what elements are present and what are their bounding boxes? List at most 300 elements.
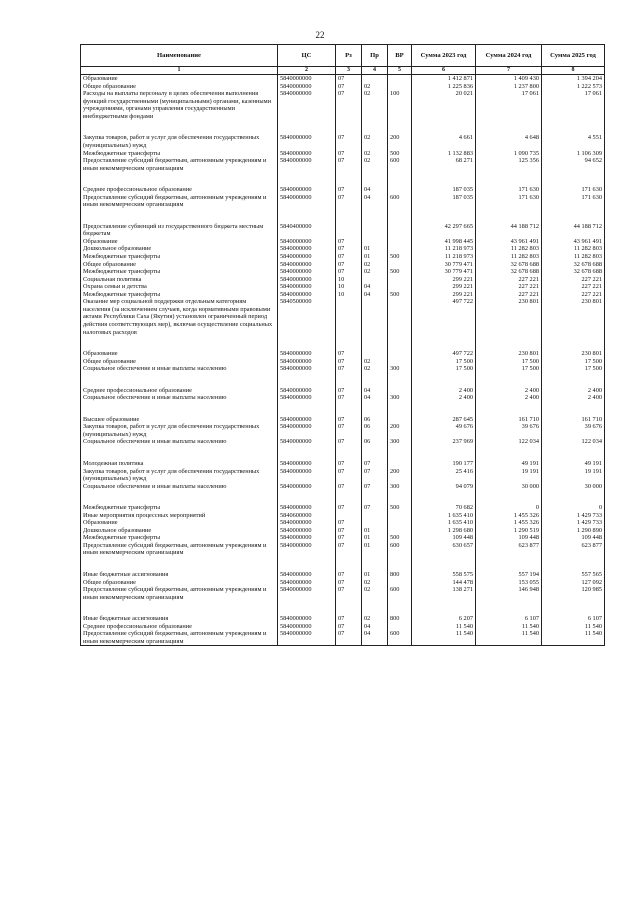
spacer-cell [476, 402, 542, 416]
cell-sum-2023: 11 218 973 [412, 253, 476, 261]
cell-name: Образование [81, 238, 278, 246]
cell-sum-2024: 230 801 [476, 298, 542, 336]
table-row [81, 579, 605, 587]
column-number: 7 [476, 67, 542, 75]
cell-rz: 07 [336, 483, 362, 491]
cell-sum-2024: 11 540 [476, 630, 542, 646]
budget-table [80, 44, 605, 646]
cell-name: Образование [81, 519, 278, 527]
cell-sum-2024: 4 648 [476, 134, 542, 149]
cell-rz [336, 223, 362, 238]
table-row [81, 238, 605, 246]
cell-cs: 5840000000 [278, 586, 336, 601]
spacer-cell [542, 172, 605, 186]
table-row [81, 512, 605, 520]
cell-sum-2023: 287 645 [412, 416, 476, 424]
cell-sum-2024: 49 191 [476, 460, 542, 468]
cell-rz: 07 [336, 468, 362, 483]
cell-sum-2023: 20 021 [412, 90, 476, 120]
table-row [81, 483, 605, 491]
cell-cs: 5840000000 [278, 483, 336, 491]
spacer-cell [476, 490, 542, 504]
cell-name: Иные мероприятия процессных мероприятий [81, 512, 278, 520]
cell-sum-2023: 41 998 445 [412, 238, 476, 246]
spacer-cell [388, 490, 412, 504]
spacer-cell [336, 557, 362, 571]
cell-sum-2025: 43 961 491 [542, 238, 605, 246]
cell-name: Общее образование [81, 83, 278, 91]
cell-rz: 07 [336, 268, 362, 276]
table-row [81, 194, 605, 209]
cell-sum-2024: 11 540 [476, 623, 542, 631]
table-row [81, 615, 605, 623]
cell-cs: 5840000000 [278, 423, 336, 438]
cell-cs: 5840000000 [278, 90, 336, 120]
cell-sum-2025: 109 448 [542, 534, 605, 542]
cell-sum-2024: 557 194 [476, 571, 542, 579]
table-header-row [81, 45, 605, 67]
cell-sum-2025: 227 221 [542, 276, 605, 284]
cell-sum-2023: 497 722 [412, 298, 476, 336]
cell-vr [388, 298, 412, 336]
cell-sum-2023: 299 221 [412, 276, 476, 284]
cell-sum-2024: 6 107 [476, 615, 542, 623]
cell-sum-2023: 11 218 973 [412, 245, 476, 253]
cell-cs: 5840000000 [278, 615, 336, 623]
cell-pr: 01 [362, 245, 388, 253]
cell-vr [388, 83, 412, 91]
cell-sum-2023: 2 400 [412, 387, 476, 395]
spacer-cell [81, 172, 278, 186]
cell-pr: 02 [362, 157, 388, 172]
spacer-cell [81, 557, 278, 571]
spacer-cell [336, 209, 362, 223]
cell-cs: 5840000000 [278, 504, 336, 512]
cell-sum-2023: 1 298 680 [412, 527, 476, 535]
cell-sum-2025: 1 222 573 [542, 83, 605, 91]
cell-sum-2023: 299 221 [412, 291, 476, 299]
table-row [81, 394, 605, 402]
cell-cs: 5840000000 [278, 394, 336, 402]
spacer-cell [336, 402, 362, 416]
spacer-cell [388, 601, 412, 615]
cell-sum-2025: 1 394 204 [542, 75, 605, 83]
cell-sum-2025: 230 801 [542, 350, 605, 358]
cell-pr [362, 298, 388, 336]
cell-sum-2025: 227 221 [542, 291, 605, 299]
cell-pr: 04 [362, 194, 388, 209]
cell-sum-2023: 138 271 [412, 586, 476, 601]
cell-vr: 200 [388, 468, 412, 483]
column-number: 1 [81, 67, 278, 75]
cell-vr [388, 276, 412, 284]
cell-sum-2024: 43 961 491 [476, 238, 542, 246]
cell-pr: 04 [362, 623, 388, 631]
cell-sum-2025: 94 652 [542, 157, 605, 172]
spacer-cell [542, 490, 605, 504]
table-row [81, 283, 605, 291]
spacer-cell [81, 490, 278, 504]
spacer-cell [476, 120, 542, 134]
cell-pr: 06 [362, 423, 388, 438]
cell-sum-2023: 109 448 [412, 534, 476, 542]
cell-pr: 02 [362, 365, 388, 373]
table-spacer-row [81, 172, 605, 186]
spacer-cell [336, 601, 362, 615]
spacer-cell [412, 601, 476, 615]
cell-vr: 800 [388, 615, 412, 623]
cell-vr [388, 527, 412, 535]
cell-cs: 5840000000 [278, 291, 336, 299]
cell-rz [336, 298, 362, 336]
cell-pr: 04 [362, 283, 388, 291]
table-spacer-row [81, 373, 605, 387]
cell-name: Межбюджетные трансферты [81, 268, 278, 276]
spacer-cell [542, 209, 605, 223]
spacer-cell [388, 336, 412, 350]
table-row [81, 245, 605, 253]
cell-sum-2024: 153 055 [476, 579, 542, 587]
cell-sum-2023: 190 177 [412, 460, 476, 468]
cell-pr: 02 [362, 615, 388, 623]
cell-cs: 5840000000 [278, 630, 336, 646]
cell-cs: 5840000000 [278, 358, 336, 366]
table-spacer-row [81, 490, 605, 504]
spacer-cell [336, 490, 362, 504]
spacer-cell [81, 336, 278, 350]
cell-vr [388, 261, 412, 269]
cell-vr [388, 519, 412, 527]
table-row [81, 276, 605, 284]
cell-sum-2023: 630 657 [412, 542, 476, 557]
cell-cs: 5840000000 [278, 460, 336, 468]
spacer-cell [278, 373, 336, 387]
cell-sum-2023: 558 575 [412, 571, 476, 579]
table-row [81, 387, 605, 395]
cell-name: Предоставление субсидий бюджетным, автономным учреждениям и иным некоммерческим организациям [81, 194, 278, 209]
table-row [81, 460, 605, 468]
table-spacer-row [81, 336, 605, 350]
column-number: 4 [362, 67, 388, 75]
spacer-cell [362, 402, 388, 416]
cell-sum-2023: 11 540 [412, 623, 476, 631]
cell-vr [388, 350, 412, 358]
cell-pr: 02 [362, 268, 388, 276]
header-pr: Пр [362, 45, 388, 67]
cell-rz: 07 [336, 527, 362, 535]
cell-sum-2023: 17 500 [412, 365, 476, 373]
cell-rz: 07 [336, 394, 362, 402]
cell-name: Среднее профессиональное образование [81, 623, 278, 631]
spacer-cell [278, 336, 336, 350]
spacer-cell [388, 172, 412, 186]
cell-vr [388, 238, 412, 246]
cell-pr [362, 519, 388, 527]
table-row [81, 90, 605, 120]
cell-sum-2025: 19 191 [542, 468, 605, 483]
cell-rz: 07 [336, 586, 362, 601]
cell-name: Иные бюджетные ассигнования [81, 615, 278, 623]
cell-sum-2024: 227 221 [476, 283, 542, 291]
cell-pr: 07 [362, 483, 388, 491]
table-row [81, 157, 605, 172]
cell-sum-2024: 17 061 [476, 90, 542, 120]
table-row [81, 186, 605, 194]
cell-cs: 5840000000 [278, 534, 336, 542]
cell-sum-2023: 1 635 410 [412, 519, 476, 527]
cell-cs: 5840000000 [278, 350, 336, 358]
spacer-cell [476, 336, 542, 350]
cell-sum-2025: 127 092 [542, 579, 605, 587]
table-row [81, 268, 605, 276]
cell-cs: 5840000000 [278, 245, 336, 253]
cell-rz: 07 [336, 261, 362, 269]
spacer-cell [278, 402, 336, 416]
cell-vr [388, 245, 412, 253]
cell-name: Дошкольное образование [81, 245, 278, 253]
cell-sum-2025: 32 678 688 [542, 261, 605, 269]
cell-pr: 07 [362, 460, 388, 468]
cell-vr: 800 [388, 571, 412, 579]
table-spacer-row [81, 209, 605, 223]
cell-vr: 100 [388, 90, 412, 120]
cell-pr: 01 [362, 534, 388, 542]
cell-cs: 5840000000 [278, 416, 336, 424]
cell-vr: 300 [388, 394, 412, 402]
spacer-cell [362, 373, 388, 387]
spacer-cell [278, 446, 336, 460]
cell-sum-2025: 557 565 [542, 571, 605, 579]
cell-rz: 07 [336, 245, 362, 253]
table-spacer-row [81, 557, 605, 571]
cell-sum-2023: 1 635 410 [412, 512, 476, 520]
cell-sum-2024: 32 678 688 [476, 268, 542, 276]
cell-sum-2024: 30 000 [476, 483, 542, 491]
cell-vr: 200 [388, 134, 412, 149]
spacer-cell [336, 120, 362, 134]
cell-sum-2023: 42 297 665 [412, 223, 476, 238]
cell-name: Межбюджетные трансферты [81, 253, 278, 261]
cell-pr [362, 223, 388, 238]
cell-pr: 04 [362, 186, 388, 194]
spacer-cell [278, 209, 336, 223]
cell-cs: 5840000000 [278, 134, 336, 149]
spacer-cell [278, 172, 336, 186]
cell-name: Оказание мер социальной поддержки отдельным категориям населения (за исключением случаев, когда нормативными правовыми актами Республики Саха (Якутия) установлен ограниченный период действия соответствующих мер), включая осуществление социальных налоговых расходов [81, 298, 278, 336]
spacer-cell [278, 490, 336, 504]
cell-sum-2024: 1 090 735 [476, 150, 542, 158]
cell-rz: 07 [336, 90, 362, 120]
cell-sum-2024: 1 237 800 [476, 83, 542, 91]
cell-name: Предоставление субвенций из государственного бюджета местным бюджетам [81, 223, 278, 238]
spacer-cell [476, 172, 542, 186]
cell-vr: 200 [388, 423, 412, 438]
cell-cs: 5840000000 [278, 194, 336, 209]
cell-cs: 5840000000 [278, 468, 336, 483]
cell-vr: 600 [388, 630, 412, 646]
spacer-cell [412, 209, 476, 223]
spacer-cell [388, 373, 412, 387]
cell-rz: 07 [336, 615, 362, 623]
spacer-cell [412, 557, 476, 571]
cell-cs: 5840500000 [278, 298, 336, 336]
cell-pr: 06 [362, 416, 388, 424]
cell-sum-2025: 1 290 890 [542, 527, 605, 535]
table-row [81, 134, 605, 149]
table-row [81, 527, 605, 535]
header-cs: ЦС [278, 45, 336, 67]
cell-pr: 02 [362, 90, 388, 120]
cell-name: Социальное обеспечение и иные выплаты населению [81, 394, 278, 402]
spacer-cell [278, 601, 336, 615]
column-number: 6 [412, 67, 476, 75]
cell-rz: 07 [336, 571, 362, 579]
cell-sum-2024: 0 [476, 504, 542, 512]
table-row [81, 623, 605, 631]
cell-name: Общее образование [81, 579, 278, 587]
cell-sum-2025: 1 429 733 [542, 519, 605, 527]
cell-sum-2024: 2 400 [476, 387, 542, 395]
cell-rz: 07 [336, 416, 362, 424]
cell-sum-2024: 146 948 [476, 586, 542, 601]
cell-pr: 01 [362, 571, 388, 579]
cell-cs: 5840000000 [278, 186, 336, 194]
table-row [81, 416, 605, 424]
cell-pr: 02 [362, 261, 388, 269]
spacer-cell [81, 446, 278, 460]
cell-sum-2025: 32 678 688 [542, 268, 605, 276]
cell-sum-2024: 11 282 803 [476, 253, 542, 261]
header-sum-2025: Сумма 2025 год [542, 45, 605, 67]
table-row [81, 438, 605, 446]
spacer-cell [362, 120, 388, 134]
table-row [81, 298, 605, 336]
cell-sum-2023: 144 478 [412, 579, 476, 587]
cell-pr: 02 [362, 83, 388, 91]
cell-sum-2023: 187 035 [412, 194, 476, 209]
spacer-cell [362, 336, 388, 350]
cell-pr: 02 [362, 586, 388, 601]
cell-pr: 02 [362, 150, 388, 158]
cell-name: Межбюджетные трансферты [81, 291, 278, 299]
cell-rz: 07 [336, 238, 362, 246]
cell-vr: 500 [388, 268, 412, 276]
cell-vr: 300 [388, 483, 412, 491]
spacer-cell [476, 446, 542, 460]
cell-name: Общее образование [81, 358, 278, 366]
cell-sum-2023: 299 221 [412, 283, 476, 291]
cell-name: Образование [81, 350, 278, 358]
cell-sum-2025: 17 500 [542, 358, 605, 366]
cell-sum-2025: 6 107 [542, 615, 605, 623]
cell-rz: 07 [336, 423, 362, 438]
cell-pr: 04 [362, 387, 388, 395]
spacer-cell [278, 120, 336, 134]
header-rz: Рз [336, 45, 362, 67]
spacer-cell [542, 446, 605, 460]
table-spacer-row [81, 601, 605, 615]
cell-sum-2024: 230 801 [476, 350, 542, 358]
spacer-cell [412, 336, 476, 350]
spacer-cell [362, 209, 388, 223]
cell-cs: 5840000000 [278, 268, 336, 276]
table-row [81, 630, 605, 646]
cell-sum-2025: 1 429 733 [542, 512, 605, 520]
spacer-cell [412, 446, 476, 460]
spacer-cell [388, 557, 412, 571]
cell-sum-2025: 4 551 [542, 134, 605, 149]
cell-cs: 5840000000 [278, 438, 336, 446]
cell-cs: 5840400000 [278, 223, 336, 238]
cell-cs: 5840000000 [278, 253, 336, 261]
cell-rz: 07 [336, 579, 362, 587]
cell-cs: 5840000000 [278, 579, 336, 587]
cell-rz: 07 [336, 460, 362, 468]
cell-vr: 500 [388, 253, 412, 261]
spacer-cell [412, 402, 476, 416]
cell-vr [388, 416, 412, 424]
cell-pr: 01 [362, 542, 388, 557]
spacer-cell [362, 446, 388, 460]
cell-sum-2023: 30 779 471 [412, 268, 476, 276]
table-spacer-row [81, 120, 605, 134]
column-number: 8 [542, 67, 605, 75]
cell-sum-2025: 2 400 [542, 394, 605, 402]
cell-name: Социальное обеспечение и иные выплаты населению [81, 483, 278, 491]
cell-pr: 01 [362, 253, 388, 261]
cell-pr: 04 [362, 291, 388, 299]
cell-name: Предоставление субсидий бюджетным, автономным учреждениям и иным некоммерческим организациям [81, 586, 278, 601]
cell-rz: 10 [336, 276, 362, 284]
cell-rz: 10 [336, 291, 362, 299]
cell-sum-2024: 39 676 [476, 423, 542, 438]
cell-rz: 07 [336, 150, 362, 158]
cell-pr: 06 [362, 438, 388, 446]
cell-sum-2023: 17 500 [412, 358, 476, 366]
cell-rz: 07 [336, 75, 362, 83]
cell-rz: 07 [336, 504, 362, 512]
cell-vr [388, 387, 412, 395]
table-row [81, 291, 605, 299]
cell-rz: 07 [336, 134, 362, 149]
cell-pr: 02 [362, 579, 388, 587]
cell-pr: 02 [362, 134, 388, 149]
cell-name: Межбюджетные трансферты [81, 150, 278, 158]
cell-vr [388, 223, 412, 238]
cell-pr [362, 512, 388, 520]
table-row [81, 253, 605, 261]
cell-vr: 300 [388, 365, 412, 373]
cell-name: Предоставление субсидий бюджетным, автономным учреждениям и иным некоммерческим организациям [81, 542, 278, 557]
cell-sum-2025: 171 630 [542, 194, 605, 209]
spacer-cell [336, 336, 362, 350]
cell-sum-2023: 187 035 [412, 186, 476, 194]
cell-sum-2023: 25 416 [412, 468, 476, 483]
cell-cs: 5840000000 [278, 83, 336, 91]
cell-sum-2023: 237 969 [412, 438, 476, 446]
cell-sum-2024: 17 500 [476, 358, 542, 366]
cell-sum-2024: 623 877 [476, 542, 542, 557]
cell-sum-2023: 11 540 [412, 630, 476, 646]
cell-name: Среднее профессиональное образование [81, 186, 278, 194]
spacer-cell [278, 557, 336, 571]
cell-rz: 10 [336, 283, 362, 291]
spacer-cell [476, 209, 542, 223]
table-row [81, 534, 605, 542]
cell-sum-2025: 623 877 [542, 542, 605, 557]
cell-sum-2024: 109 448 [476, 534, 542, 542]
cell-pr [362, 75, 388, 83]
